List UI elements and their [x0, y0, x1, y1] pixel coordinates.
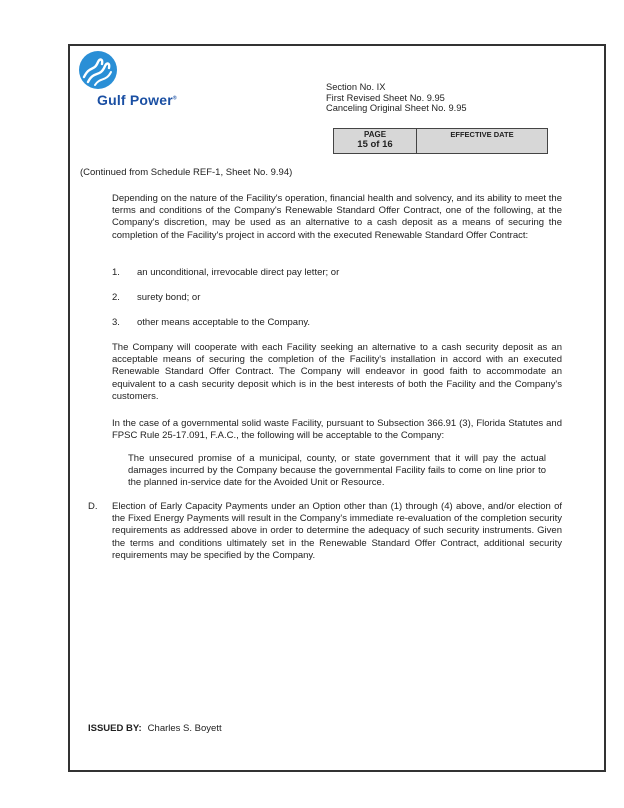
page-cell [334, 129, 417, 153]
page-info-box [333, 128, 548, 154]
list-text: an unconditional, irrevocable direct pay letter; or [137, 267, 340, 278]
brand-name: Gulf Power® [97, 92, 177, 108]
issued-by-name: Charles S. Boyett [147, 723, 222, 734]
paragraph-governmental: In the case of a governmental solid waste Facility, pursuant to Subsection 366.91 (3), Florida Statutes and FPSC Rule 25-17.091, F.A.C., the following will be acceptable to the Company: [112, 418, 562, 442]
list-item [112, 292, 200, 303]
paragraph-unsecured-promise: The unsecured promise of a municipal, county, or state government that it will pay the actual damages incurred by the Company because the governmental Facility fails to come on line prior to the planned in-service date for the Avoided Unit or Resource. [128, 453, 546, 489]
item-d-text: Election of Early Capacity Payments under an Option other than (1) through (4) above, and/or election of the Fixed Energy Payments will result in the Company's immediate re-evaluation of the completion security requirements as addressed above in order to determine the adequacy of such security instruments. Given the terms and conditions ultimately set in the Renewable Standard Offer Contract, additional security requirements may be specified by the Company. [112, 501, 562, 561]
paragraph-cooperation: The Company will cooperate with each Facility seeking an alternative to a cash security deposit as an acceptable means of securing the completion of the Facility's installation in accord with an executed Renewable Standard Offer Contract. The Company will endeavor in good faith to accommodate an equivalent to a cash security deposit which is in the best interests of both the Facility and the Company's customers. [112, 342, 562, 402]
effective-date-label: EFFECTIVE DATE [450, 130, 514, 139]
paragraph-intro: Depending on the nature of the Facility's operation, financial health and solvency, and its ability to meet the terms and conditions of the Company's Renewable Standard Offer Contract, one of the following, at the Company's discretion, may be used as an alternative to a cash deposit as a means of securing the completion of the Facility's project in accord with the executed Renewable Standard Offer Contract: [112, 193, 562, 241]
list-item [112, 267, 339, 278]
item-d-label: D. [88, 501, 98, 512]
list-number: 1. [112, 267, 120, 278]
list-item [112, 317, 310, 328]
gulf-power-logo-icon [78, 50, 118, 90]
issued-by-label: ISSUED BY: [88, 723, 142, 734]
issued-by [88, 723, 222, 734]
page-label: PAGE [363, 130, 387, 139]
page-value: 15 of 16 [357, 139, 393, 150]
continued-note: (Continued from Schedule REF-1, Sheet No. 9.94) [80, 167, 293, 178]
list-text: other means acceptable to the Company. [137, 317, 311, 328]
list-number: 3. [112, 317, 120, 328]
canceling-sheet: Canceling Original Sheet No. 9.95 [326, 103, 467, 114]
section-number: Section No. IX [326, 82, 386, 92]
sheet-number: First Revised Sheet No. 9.95 [326, 92, 445, 103]
list-text: surety bond; or [137, 292, 201, 303]
sheet-info [326, 82, 467, 114]
list-number: 2. [112, 292, 120, 303]
